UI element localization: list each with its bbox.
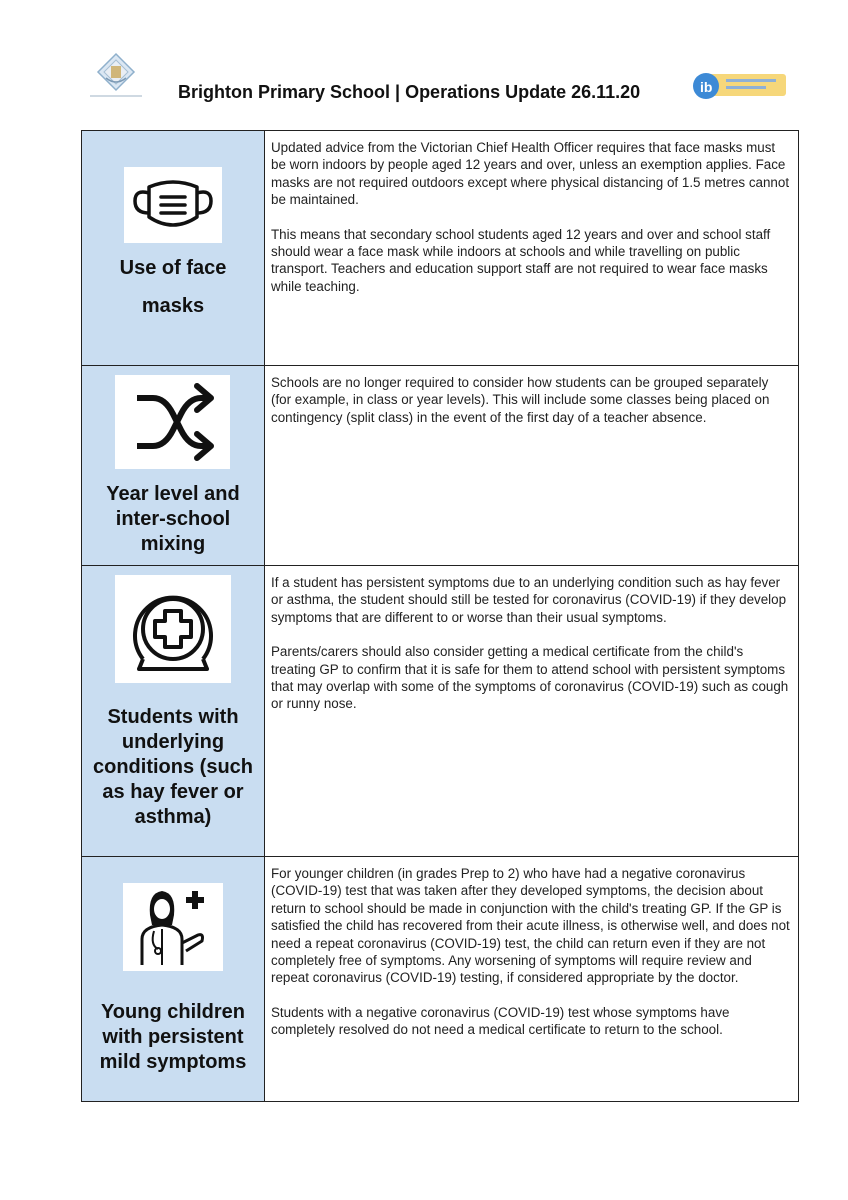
body-paragraph: Students with a negative coronavirus (COVID-19) test whose symptoms have completely resolved do not need a medical certificate to return to the school.: [271, 1004, 730, 1038]
body-paragraph: Schools are no longer required to consider how students can be grouped separately (for example, in class or year levels). This will include some classes being placed on contingency (split class) in the event of the first day of a teacher absence.: [271, 375, 770, 425]
row-heading-line: masks: [141, 295, 205, 317]
body-paragraph: Updated advice from the Victorian Chief Health Officer requires that face masks must be worn indoors by people aged 12 years and over, unless an exemption applies. Face masks are not required outdoors except where physical distancing of 1.5 metres cannot be maintained.: [271, 140, 790, 208]
page-title: Brighton Primary School | Operations Update 26.11.20: [178, 82, 641, 102]
row-heading-line: Use of face: [119, 257, 227, 279]
row-heading-cell: [82, 857, 265, 1102]
row-body-cell: [265, 857, 799, 1102]
row-body-cell: [265, 366, 799, 566]
medical-cross-icon: [115, 575, 231, 683]
row-heading-line: mixing: [140, 533, 206, 555]
school-crest-logo: [84, 52, 148, 102]
row-heading-line: underlying: [121, 731, 225, 753]
table-row: [82, 131, 799, 366]
ib-pyp-logo: [692, 70, 788, 102]
body-paragraph: Parents/carers should also consider getting a medical certificate from the child's treating GP to confirm that it is safe for them to attend school with persistent symptoms that may overlap with some of the symptoms of coronavirus (COVID-19) such as cough or runny nose.: [271, 644, 789, 712]
row-body-cell: [265, 131, 799, 366]
row-heading-cell: [82, 366, 265, 566]
row-heading-cell: [82, 566, 265, 857]
svg-text:ib: ib: [700, 79, 713, 95]
table-row: [82, 366, 799, 566]
body-paragraph: If a student has persistent symptoms due to an underlying condition such as hay fever or asthma, the student should still be tested for coronavirus (COVID-19) if they develop symptoms that are different to or worse than their usual symptoms.: [271, 575, 787, 625]
row-heading-line: Young children: [100, 1001, 246, 1023]
row-heading-line: asthma): [134, 806, 212, 828]
row-heading-line: conditions (such: [93, 756, 253, 778]
table-row: [82, 857, 799, 1102]
row-body-cell: [265, 566, 799, 857]
row-heading-cell: [82, 131, 265, 366]
body-paragraph: For younger children (in grades Prep to 2) who have had a negative coronavirus (COVID-19) test that was taken after they developed symptoms, the decision about return to school should be made in conjunction with the child's treating GP. If the GP is satisfied the child has recovered from their acute illness, is otherwise well, and does not need a repeat coronavirus (COVID-19) test, the child can return even if they are not completely free of symptoms. Any worsening of symptoms will require review and repeat coronavirus (COVID-19) testing, if considered appropriate by the doctor.: [271, 866, 790, 986]
row-heading-line: Students with: [107, 706, 239, 728]
row-heading-line: Year level and: [106, 483, 240, 505]
table-row: [82, 566, 799, 857]
row-heading-line: inter-school: [115, 508, 231, 530]
operations-table: [81, 130, 799, 1102]
shuffle-icon: [115, 375, 230, 469]
row-heading-line: with persistent: [102, 1026, 244, 1048]
doctor-icon: [123, 883, 223, 971]
face-mask-icon: [124, 167, 222, 243]
body-paragraph: This means that secondary school students aged 12 years and over and school staff should wear a face mask while indoors at schools and while travelling on public transport. Teachers and education support staff are not required to wear face masks while teaching.: [271, 226, 771, 294]
row-heading-line: mild symptoms: [99, 1051, 247, 1073]
row-heading-line: as hay fever or: [102, 781, 244, 803]
